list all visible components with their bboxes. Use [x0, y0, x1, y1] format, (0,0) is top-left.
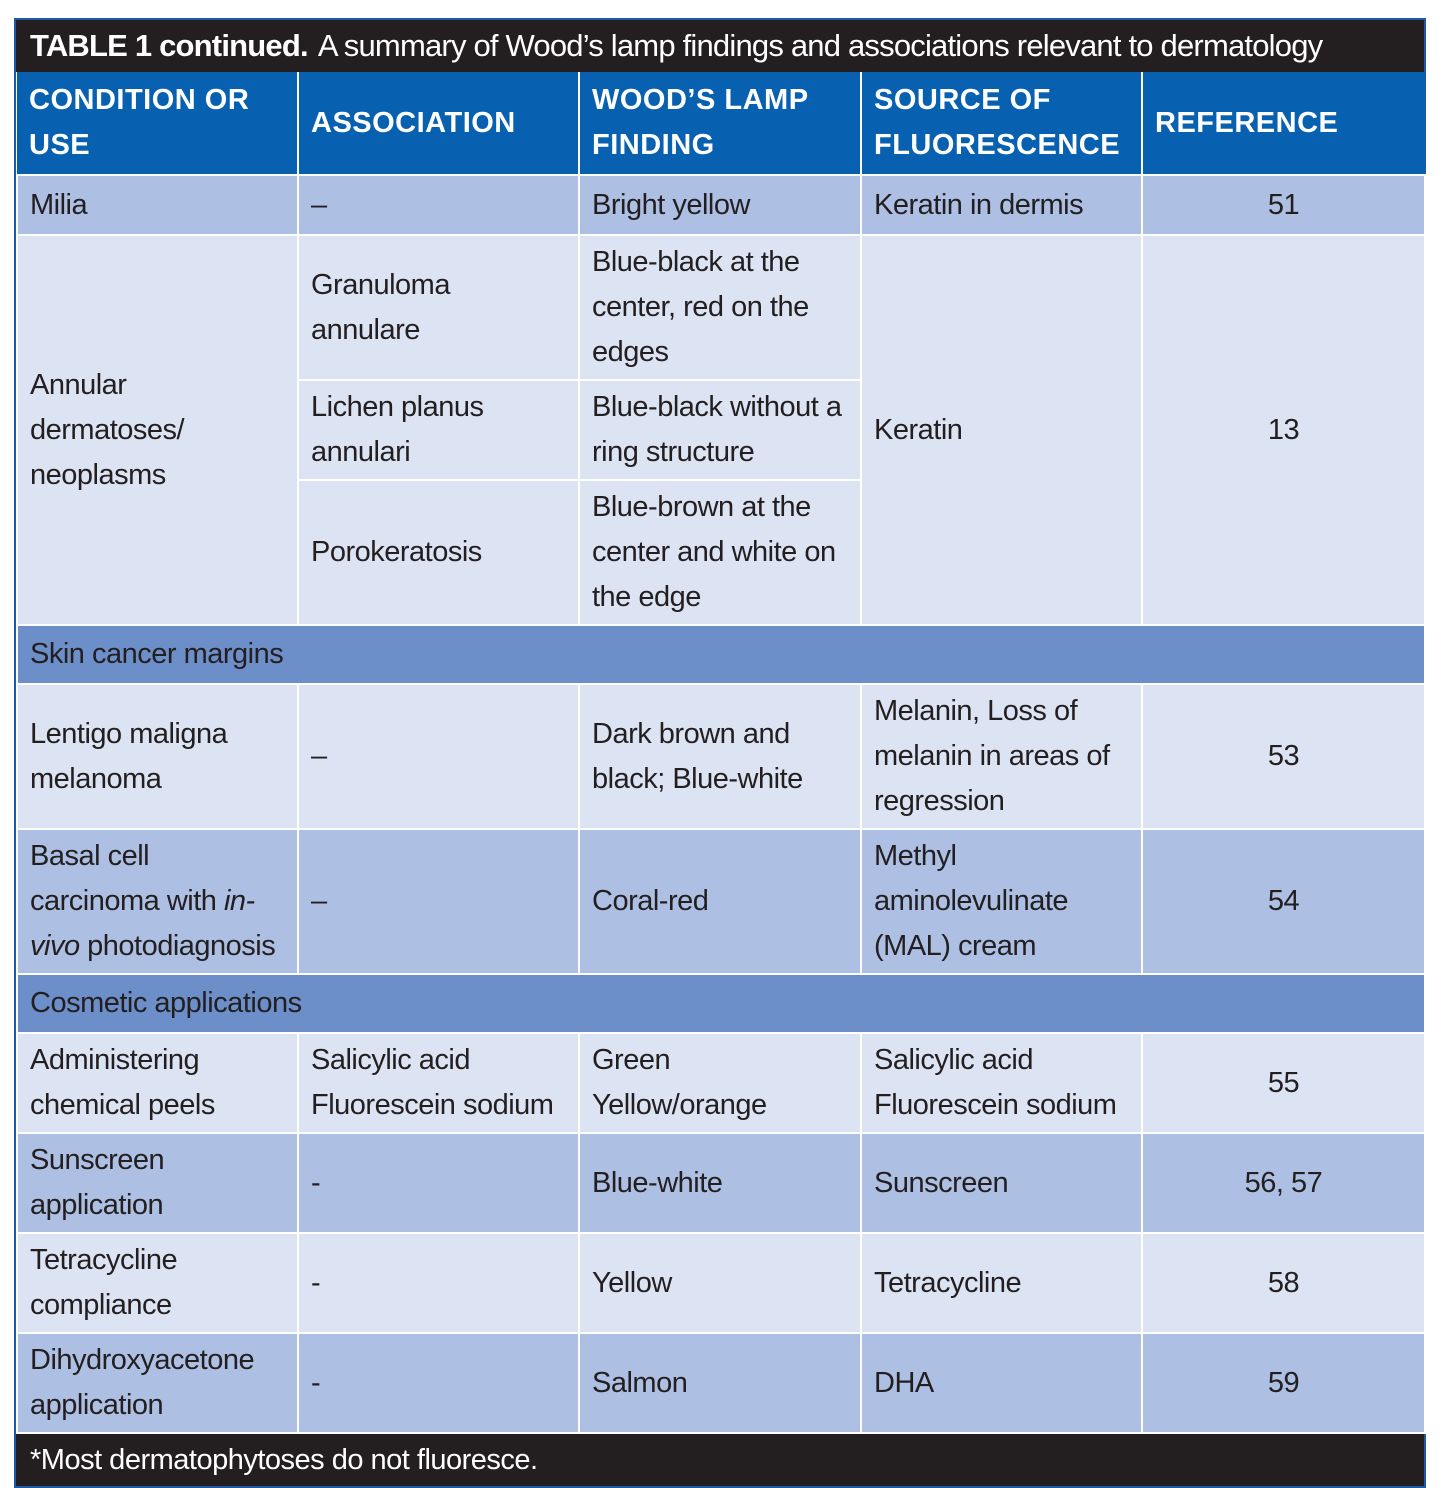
- cell-finding: Blue-brown at the center and white on the edge: [579, 480, 861, 625]
- table-frame: [14, 18, 1426, 1488]
- cell-finding: Blue-black without a ring structure: [579, 380, 861, 480]
- source-line: Salicylic acid: [874, 1044, 1033, 1076]
- cell-finding: Blue-black at the center, red on the edges: [579, 235, 861, 380]
- cell-source: Keratin: [861, 235, 1142, 625]
- cell-association: –: [298, 175, 579, 235]
- table-row-sunscreen: [17, 1133, 1425, 1233]
- cell-association: Granuloma annulare: [298, 235, 579, 380]
- cell-association: Lichen planus annulari: [298, 380, 579, 480]
- cell-finding: Bright yellow: [579, 175, 861, 235]
- cell-reference: 13: [1142, 235, 1425, 625]
- header-association: ASSOCIATION: [298, 72, 579, 175]
- table-title-text: A summary of Wood’s lamp findings and associations relevant to dermatology: [317, 28, 1323, 63]
- cell-condition: Administering chemical peels: [17, 1033, 298, 1133]
- cell-source: [861, 1033, 1142, 1133]
- header-source: SOURCE OF FLUORESCENCE: [861, 72, 1142, 175]
- cell-association: –: [298, 829, 579, 974]
- cell-finding: Salmon: [579, 1333, 861, 1433]
- section-row-skin-cancer: [17, 625, 1425, 684]
- table-row-milia: [17, 175, 1425, 235]
- finding-line: Yellow/orange: [592, 1089, 767, 1121]
- cell-condition: Annular dermatoses/ neoplasms: [17, 235, 298, 625]
- cell-association: Porokeratosis: [298, 480, 579, 625]
- footnote-text: *Most dermatophytoses do not fluoresce.: [30, 1443, 538, 1476]
- table-title-label: TABLE 1 continued.: [30, 28, 308, 63]
- cell-finding: Blue-white: [579, 1133, 861, 1233]
- section-label: Cosmetic applications: [17, 974, 1425, 1033]
- cell-reference: 51: [1142, 175, 1425, 235]
- cell-condition: Sunscreen application: [17, 1133, 298, 1233]
- cell-reference: 54: [1142, 829, 1425, 974]
- cell-source: Keratin in dermis: [861, 175, 1142, 235]
- cell-condition: Dihydroxyacetone application: [17, 1333, 298, 1433]
- cell-reference: 53: [1142, 684, 1425, 829]
- cell-condition: Tetracycline compliance: [17, 1233, 298, 1333]
- header-row: [17, 72, 1425, 175]
- table-footnote: [16, 1434, 1424, 1486]
- cell-finding: Dark brown and black; Blue-white: [579, 684, 861, 829]
- header-condition: CONDITION OR USE: [17, 72, 298, 175]
- condition-text: photodiagnosis: [79, 930, 276, 962]
- association-line: Salicylic acid: [311, 1044, 470, 1076]
- cell-association: [298, 1033, 579, 1133]
- finding-line: Green: [592, 1044, 671, 1076]
- cell-reference: 55: [1142, 1033, 1425, 1133]
- section-label: Skin cancer margins: [17, 625, 1425, 684]
- header-reference: REFERENCE: [1142, 72, 1425, 175]
- cell-condition: Milia: [17, 175, 298, 235]
- source-line: Fluorescein sodium: [874, 1089, 1117, 1121]
- cell-condition: Lentigo maligna melanoma: [17, 684, 298, 829]
- cell-finding: Coral-red: [579, 829, 861, 974]
- cell-source: Sunscreen: [861, 1133, 1142, 1233]
- findings-table: [16, 72, 1426, 1434]
- cell-reference: 59: [1142, 1333, 1425, 1433]
- table-row-lentigo: [17, 684, 1425, 829]
- cell-finding: [579, 1033, 861, 1133]
- table-title: [16, 20, 1424, 72]
- table-row-tetracycline: [17, 1233, 1425, 1333]
- association-line: Fluorescein sodium: [311, 1089, 554, 1121]
- cell-source: Tetracycline: [861, 1233, 1142, 1333]
- cell-source: Melanin, Loss of melanin in areas of regression: [861, 684, 1142, 829]
- header-finding: WOOD’S LAMP FINDING: [579, 72, 861, 175]
- cell-condition: [17, 829, 298, 974]
- cell-association: -: [298, 1333, 579, 1433]
- table-row-chemical-peels: [17, 1033, 1425, 1133]
- cell-source: Methyl aminolevulinate (MAL) cream: [861, 829, 1142, 974]
- cell-association: -: [298, 1233, 579, 1333]
- cell-association: –: [298, 684, 579, 829]
- cell-reference: 56, 57: [1142, 1133, 1425, 1233]
- table-row-annular-1: [17, 235, 1425, 380]
- cell-finding: Yellow: [579, 1233, 861, 1333]
- condition-text: Basal cell carcinoma with: [30, 840, 224, 917]
- cell-reference: 58: [1142, 1233, 1425, 1333]
- section-row-cosmetic: [17, 974, 1425, 1033]
- table-row-dihydroxyacetone: [17, 1333, 1425, 1433]
- cell-source: DHA: [861, 1333, 1142, 1433]
- condition-italic: in-vivo: [30, 885, 255, 962]
- table-row-bcc: [17, 829, 1425, 974]
- cell-association: -: [298, 1133, 579, 1233]
